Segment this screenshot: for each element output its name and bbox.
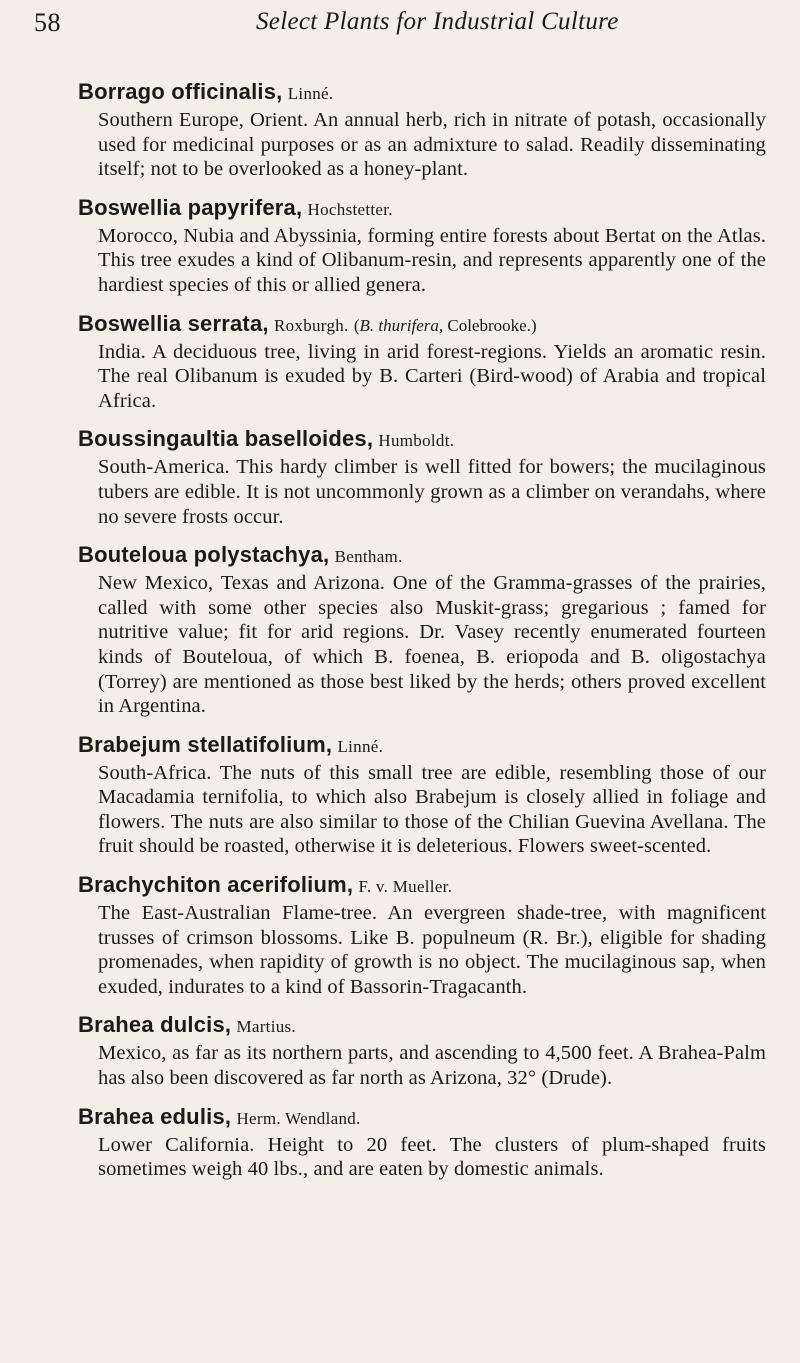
species-authority: Bentham. [334,547,403,567]
entry-description: Mexico, as far as its northern parts, and ascending to 4,500 feet. A Brahea-Palm has also been discovered as far north as Arizona, 32° (Drude). [98,1042,766,1090]
species-name: Brabejum stellatifolium, [78,731,333,757]
entry-description: Lower California. Height to 20 feet. The clusters of plum-shaped fruits sometimes weigh 40 lbs., and are eaten by domestic animals. [98,1133,766,1181]
species-authority: Hochstetter. [307,199,393,219]
species-authority: F. v. Mueller. [358,877,453,897]
species-authority: Humboldt. [378,431,455,451]
entry-description: India. A deciduous tree, living in arid forest-regions. Yields an aromatic resin. The real Olibanum is exuded by B. Carteri (Bird-wood) of Arabia and tropical Africa. [98,340,766,412]
species-name: Bouteloua polystachya, [78,542,330,568]
entry-heading [78,541,766,571]
plant-entry [78,871,766,999]
plant-entry [78,194,766,298]
entry-heading [78,425,766,455]
entry-heading [78,310,766,340]
synonym-name: B. thurifera, [359,315,444,335]
species-synonym: (B. thurifera, Colebrooke.) [353,315,537,335]
species-authority: Herm. Wendland. [236,1108,361,1128]
entry-heading [78,871,766,901]
plant-entry [78,731,766,859]
plant-entry [78,541,766,719]
species-authority: Linné. [287,84,334,103]
species-name: Boussingaultia basellоides, [78,426,374,452]
entry-description: South-America. This hardy climber is well fitted for bowers; the mucilaginous tubers are edible. It is not uncommonly grown as a climber on verandahs, where no severe frosts occur. [98,456,766,528]
species-authority: Martius. [236,1017,296,1037]
plant-entries [78,78,766,1194]
species-authority: Roxburgh. [273,315,349,335]
running-title: Select Plants for Industrial Culture [256,8,619,35]
species-name: Boswellia serrata, [78,310,269,336]
entry-description: Morocco, Nubia and Abyssinia, forming entire forests about Bertat on the Atlas. This tree exudes a kind of Olibanum-resin, and represents apparently one of the hardiest species of this or allied genera. [98,224,766,296]
entry-description: South-Africa. The nuts of this small tree are edible, resembling those of our Macadamia ternifolia, to which also Brabejum is closely allied in foliage and flowers. The nuts are also similar to those of the Chilian Guevina Avellana. The fruit should be roasted, otherwise it is deleterious. Flowers sweet-scented. [98,761,766,858]
plant-entry [78,78,766,182]
entry-heading [78,78,766,108]
running-header [34,4,774,44]
species-name: Brahea edulis, [78,1103,232,1129]
plant-entry [78,1103,766,1182]
species-name: Borrago officinalis, [78,79,283,104]
entry-description: The East-Australian Flame-tree. An evergreen shade-tree, with magnificent trusses of crimson blossoms. Like B. populneum (R. Br.), eligible for shading promenades, when rapidity of growth is no object. The mucilaginous sap, when exuded, indurates to a kind of Bassorin-Tragacanth. [98,902,766,998]
entry-description: Southern Europe, Orient. An annual herb, rich in nitrate of potash, occasionally used for medicinal purposes or as an admixture to salad. Readily disseminating itself; not to be overlooked as a honey-plant. [98,109,766,181]
species-name: Brahea dulcis, [78,1012,232,1038]
entry-description: New Mexico, Texas and Arizona. One of the Gramma-grasses of the prairies, called with some other species also Muskit-grass; gregarious ; famed for nutritive value; fit for arid regions. Dr. Vasey recently enumerated fourteen kinds of Bouteloua, of which B. foenea, B. eriopoda and B. oligostachya (Torrey) are mentioned as those best liked by the herds; others proved excellent in Argentina. [98,572,766,718]
plant-entry [78,1011,766,1090]
species-name: Boswellia papyrifera, [78,194,303,220]
synonym-authority: Colebrooke.) [447,315,537,335]
entry-heading [78,731,766,761]
page-number: 58 [34,8,61,37]
entry-heading [78,194,766,224]
species-authority: Linné. [337,736,384,756]
entry-heading [78,1103,766,1133]
species-name: Brachychiton acerifolium, [78,872,354,898]
plant-entry [78,425,766,529]
plant-entry [78,310,766,414]
entry-heading [78,1011,766,1041]
